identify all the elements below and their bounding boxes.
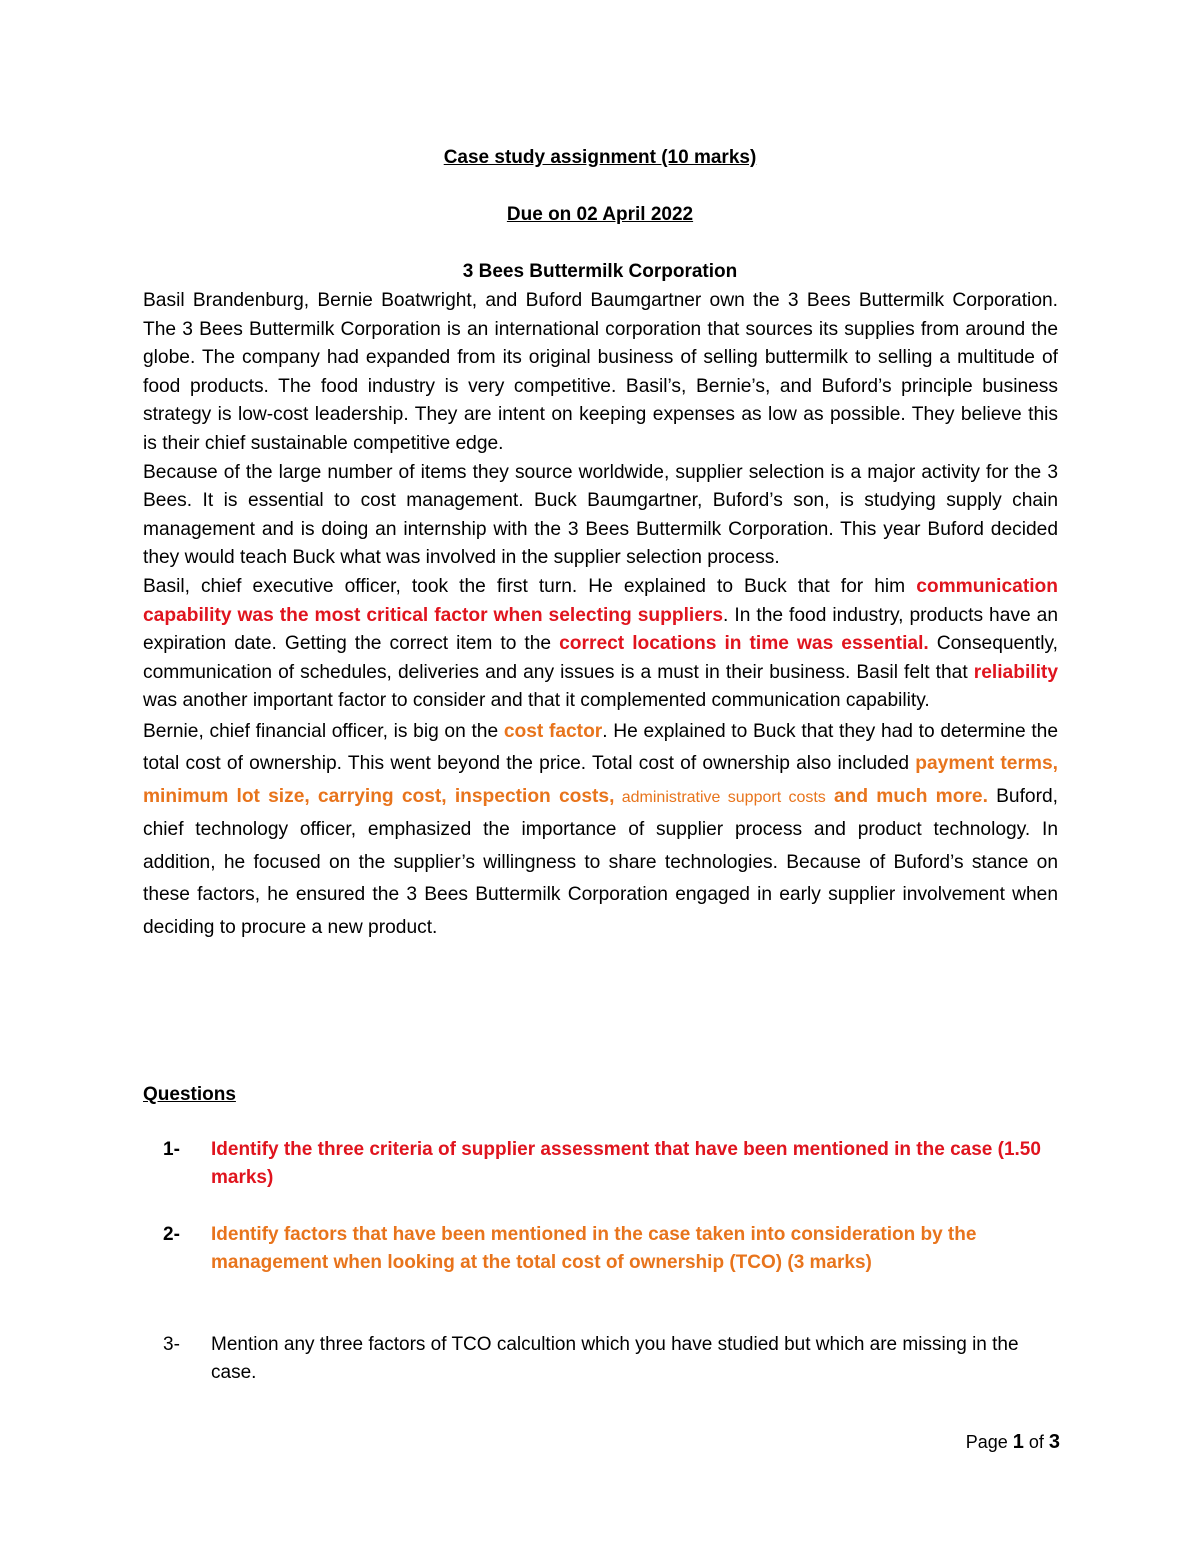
question-3 [143, 1331, 1058, 1387]
text-run: Bernie, chief financial officer, is big on the [143, 720, 504, 742]
highlight-cost-items: payment terms, minimum lot size, carrying cost, inspection costs, [143, 753, 1058, 807]
question-text: Mention any three factors of TCO calcultion which you have studied but which are missing in the case. [211, 1334, 1019, 1383]
highlight-reliability: reliability [973, 661, 1058, 683]
case-body [143, 287, 1058, 944]
page-total: 3 [1048, 1431, 1060, 1453]
page-label: Page [965, 1432, 1013, 1452]
text-run: Buford, chief technology officer, emphasized the importance of supplier process and product technology. In addition, he focused on the supplier’s willingness to share technologies. Because of Buford’s stance on these factors, he ensured the 3 Bees Buttermilk Corporation engaged in early supplier involvement when deciding to procure a new product. [143, 785, 1059, 938]
paragraph-basil [143, 573, 1058, 716]
due-date: Due on 02 April 2022 [506, 204, 694, 225]
case-title: 3 Bees Buttermilk Corporation [462, 261, 738, 282]
text-run: Basil, chief executive officer, took the first turn. He explained to Buck that for him [143, 575, 917, 597]
highlight-cost-factor: cost factor [503, 720, 603, 742]
question-text: Identify the three criteria of supplier assessment that have been mentioned in the case (1.50 marks) [211, 1139, 1041, 1188]
paragraph-intro: Basil Brandenburg, Bernie Boatwright, and Buford Baumgartner own the 3 Bees Buttermilk Corporation. The 3 Bees Buttermilk Corporation is an international corporation that sources its supplies from around the globe. The company had expanded from its original business of selling buttermilk to selling a multitude of food products. The food industry is very competitive. Basil’s, Bernie’s, and Buford’s principle business strategy is low-cost leadership. They are intent on keeping expenses as low as possible. They believe this is their chief sustainable competitive edge. [143, 290, 1058, 454]
highlight-locations: correct locations in time was essential. [559, 633, 929, 655]
highlight-admin-costs: administrative support costs [614, 788, 826, 806]
question-number: 1- [163, 1139, 180, 1160]
highlight-much-more: and much more. [825, 785, 988, 807]
question-1 [143, 1136, 1058, 1192]
paragraph-supplier-selection: Because of the large number of items they source worldwide, supplier selection is a major activity for the 3 Bees. It is essential to cost management. Buck Baumgartner, Buford’s son, is studying supply chain management and is doing an internship with the 3 Bees Buttermilk Corporation. This year Buford decided they would teach Buck what was involved in the supplier selection process. [143, 461, 1058, 569]
text-run: . In the food industry, products have an expiration date. Getting the correct item to the [143, 604, 1058, 655]
question-text: Identify factors that have been mentioned in the case taken into consideration by the management when looking at the total cost of ownership (TCO) (3 marks) [211, 1224, 977, 1273]
question-2 [143, 1221, 1058, 1277]
text-run: was another important factor to consider and that it complemented communication capability. [143, 690, 930, 712]
assignment-title: Case study assignment (10 marks) [443, 147, 757, 168]
text-run: . He explained to Buck that they had to determine the total cost of ownership. This went beyond the price. Total cost of ownership also included [143, 720, 1058, 775]
questions-heading: Questions [143, 1084, 236, 1105]
question-number: 3- [163, 1334, 180, 1355]
of-label: of [1023, 1432, 1049, 1452]
text-run: Consequently, communication of schedules, deliveries and any issues is a must in their business. Basil felt that [143, 633, 1058, 683]
question-number: 2- [163, 1224, 180, 1245]
paragraph-bernie [143, 716, 1058, 945]
highlight-communication: communication capability was the most critical factor when selecting suppliers [143, 575, 1058, 626]
page-number: 1 [1012, 1431, 1024, 1453]
page-footer [966, 1431, 1060, 1454]
